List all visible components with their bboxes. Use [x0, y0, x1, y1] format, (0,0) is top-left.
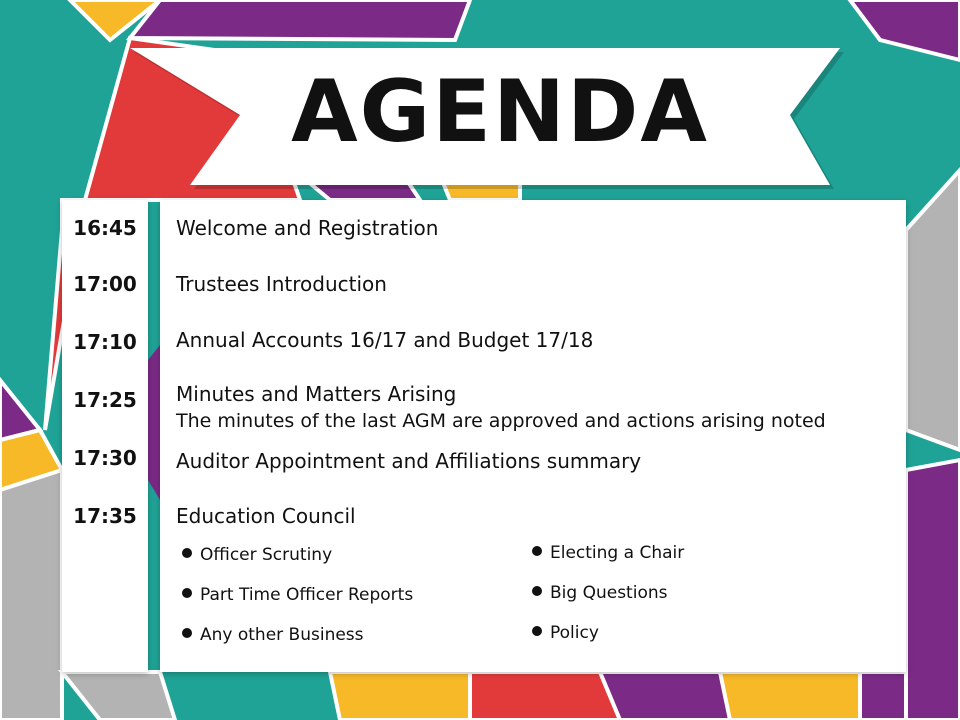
bullet-big-questions: [532, 583, 667, 603]
agenda-title: AGENDA: [291, 62, 709, 162]
time-1700: 17:00: [73, 272, 137, 296]
bullet-dot: [182, 628, 192, 638]
bullet-any-other-business: [182, 625, 364, 645]
agenda-item-trustees: Trustees Introduction: [176, 272, 387, 296]
bullet-dot: [532, 546, 542, 556]
bullet-label: Electing a Chair: [550, 543, 685, 563]
time-1735: 17:35: [73, 504, 137, 528]
agenda-item-education-council: Education Council: [176, 504, 356, 528]
bullet-dot: [532, 586, 542, 596]
time-column-panel: [62, 200, 148, 672]
bullet-label: Big Questions: [550, 583, 668, 603]
bullet-electing-a-chair: [532, 543, 684, 563]
bullet-label: Policy: [550, 623, 599, 643]
time-1730: 17:30: [73, 446, 137, 470]
agenda-item-minutes-detail: The minutes of the last AGM are approved and actions arising noted: [176, 410, 826, 432]
time-1725: 17:25: [73, 388, 137, 412]
bullet-officer-scrutiny: [182, 545, 332, 565]
time-1645: 16:45: [73, 216, 137, 240]
bullet-part-time-officer-reports: [182, 585, 413, 605]
agenda-item-accounts: Annual Accounts 16/17 and Budget 17/18: [176, 328, 594, 352]
bullet-dot: [182, 548, 192, 558]
bullet-label: Officer Scrutiny: [200, 545, 333, 565]
bullet-dot: [532, 626, 542, 636]
bullet-label: Part Time Officer Reports: [200, 585, 414, 605]
bullet-dot: [182, 588, 192, 598]
bullet-label: Any other Business: [200, 625, 364, 645]
agenda-item-auditor: Auditor Appointment and Affiliations summary: [176, 449, 642, 473]
agenda-item-minutes: Minutes and Matters Arising: [176, 382, 457, 406]
agenda-item-welcome: Welcome and Registration: [176, 216, 439, 240]
bullet-policy: [532, 623, 599, 643]
time-1710: 17:10: [73, 330, 137, 354]
